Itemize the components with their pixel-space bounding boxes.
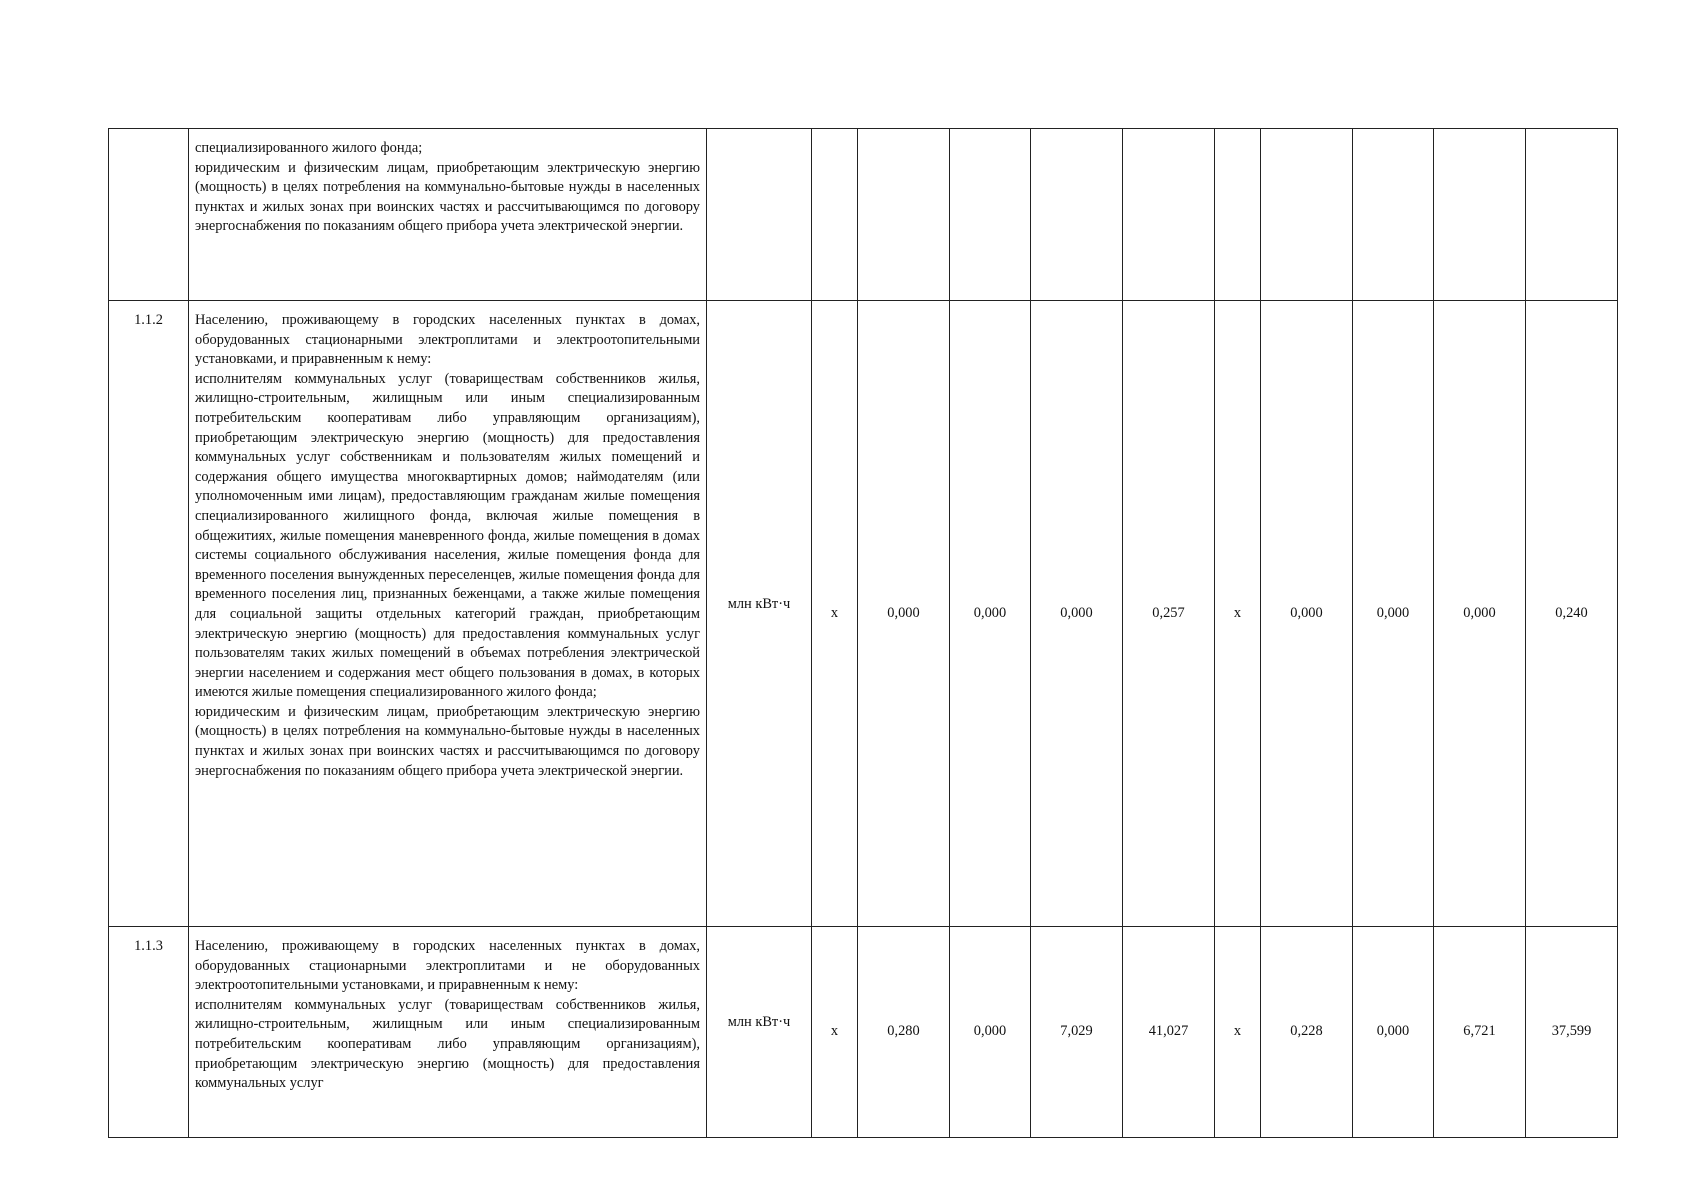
value-cell [1215,129,1261,301]
value-cell [1353,129,1434,301]
table-row [109,927,1618,1138]
value-cell [1434,129,1526,301]
value-cell: 0,000 [1353,927,1434,1138]
value-cell: 41,027 [1123,927,1215,1138]
value-cell [1526,129,1618,301]
value-cell: 0,000 [1434,301,1526,927]
value-cell: 0,000 [858,301,950,927]
value-cell: 0,000 [1031,301,1123,927]
value-cell: 0,228 [1261,927,1353,1138]
value-cell: х [812,927,858,1138]
value-cell: 37,599 [1526,927,1618,1138]
row-number: 1.1.3 [109,927,189,1138]
table-row [109,301,1618,927]
value-cell: 0,257 [1123,301,1215,927]
value-cell: 0,000 [1261,301,1353,927]
unit-cell [707,129,812,301]
description-paragraph: юридическим и физическим лицам, приобретающим электрическую энергию (мощность) в целях потребления на коммунально-бытовые нужды в населенных пунктах и жилых зонах при воинских частях и рассчитывающимся по договору энергоснабжения по показаниям общего прибора учета электрической энергии. [195,159,700,235]
value-cell: 0,280 [858,927,950,1138]
value-cell: 0,000 [1353,301,1434,927]
value-cell: 0,000 [950,927,1031,1138]
value-cell [1123,129,1215,301]
value-cell: х [1215,927,1261,1138]
value-cell [1261,129,1353,301]
row-number [109,129,189,301]
description-paragraph: специализированного жилого фонда; [195,140,423,156]
value-cell: 0,240 [1526,301,1618,927]
value-cell: х [812,301,858,927]
row-number: 1.1.2 [109,301,189,927]
row-description [189,927,707,1138]
unit-cell: млн кВт·ч [707,927,812,1138]
description-paragraph: исполнителям коммунальных услуг (товариществам собственников жилья, жилищно-строительным, жилищным или иным специализированным потребительским кооперативам либо управляющим организациям), приобретающим электрическую энергию (мощность) для предоставления коммунальных услуг собственникам и пользователям жилых помещений и содержания общего имущества многоквартирных домов; наймодателям (или уполномоченным ими лицам), предоставляющим гражданам жилые помещения специализированного жилищного фонда, включая жилые помещения в общежитиях, жилые помещения маневренного фонда, жилые помещения в домах системы социального обслуживания населения, жилые помещения фонда для временного поселения вынужденных переселенцев, жилые помещения фонда для временного поселения лиц, признанных беженцами, а также жилые помещения для социальной защиты отдельных категорий граждан, приобретающим электрическую энергию (мощность) для предоставления коммунальных услуг пользователям таких жилых помещений в объемах потребления электрической энергии населением и содержания мест общего пользования в домах, в которых имеются жилые помещения специализированного жилого фонда; [195,370,700,701]
value-cell: 7,029 [1031,927,1123,1138]
description-paragraph: Населению, проживающему в городских населенных пунктах в домах, оборудованных стационарными электроплитами и электроотопительными установками, и приравненным к нему: [195,312,700,368]
description-paragraph: исполнителям коммунальных услуг (товариществам собственников жилья, жилищно-строительным, жилищным или иным специализированным потребительским кооперативам либо управляющим организациям), приобретающим электрическую энергию (мощность) для предоставления коммунальных услуг [195,996,700,1092]
value-cell [1031,129,1123,301]
table-row [109,129,1618,301]
value-cell: х [1215,301,1261,927]
value-cell: 6,721 [1434,927,1526,1138]
row-description [189,301,707,927]
value-cell [858,129,950,301]
description-paragraph: Населению, проживающему в городских населенных пунктах в домах, оборудованных стационарными электроплитами и не оборудованных электроотопительными установками, и приравненным к нему: [195,938,700,994]
value-cell [950,129,1031,301]
value-cell: 0,000 [950,301,1031,927]
description-paragraph: юридическим и физическим лицам, приобретающим электрическую энергию (мощность) в целях потребления на коммунально-бытовые нужды в населенных пунктах и жилых зонах при воинских частях и рассчитывающимся по договору энергоснабжения по показаниям общего прибора учета электрической энергии. [195,703,700,779]
tariff-table [108,128,1618,1138]
value-cell [812,129,858,301]
row-description [189,129,707,301]
unit-cell: млн кВт·ч [707,301,812,927]
